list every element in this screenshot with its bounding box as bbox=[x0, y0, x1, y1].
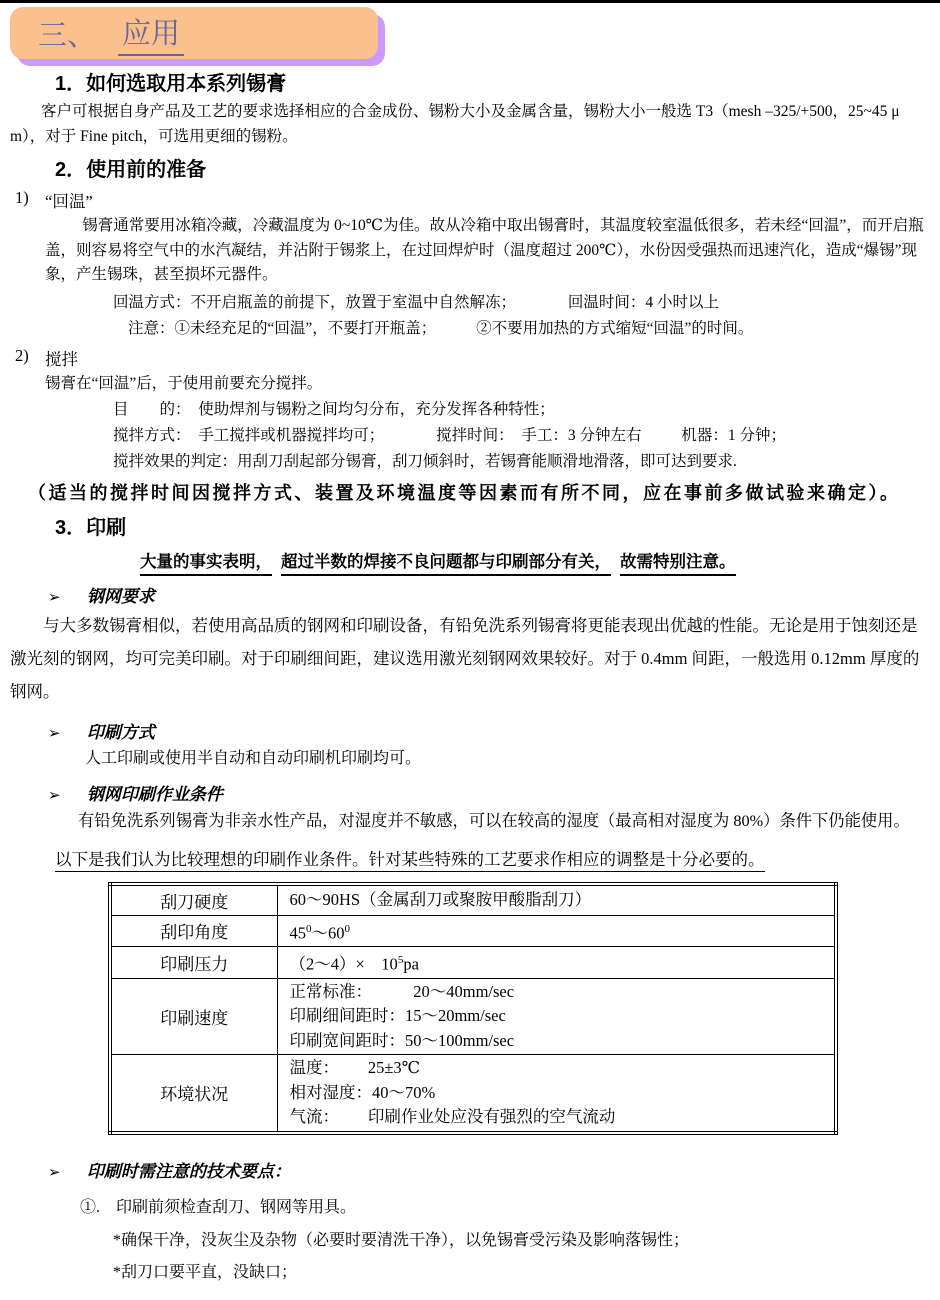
cell-label: 刮印角度 bbox=[110, 915, 277, 947]
bullet-title: 印刷方式 bbox=[86, 722, 155, 742]
bullet-printing-conditions bbox=[48, 780, 940, 805]
list-item-rewarm bbox=[0, 188, 940, 212]
line-stir-judge: 搅拌效果的判定：用刮刀刮起部分锡膏，刮刀倾斜时，若锡膏能顺滑地滑落，即可达到要求. bbox=[113, 452, 737, 470]
list-item-title: “回温” bbox=[45, 192, 93, 211]
key-note-segment: 故需特别注意。 bbox=[620, 552, 736, 576]
arrow-bullet-icon: ➢ bbox=[48, 725, 61, 742]
cell-label: 印刷速度 bbox=[110, 978, 277, 1055]
rewarm-note-2: ②不要用加热的方式缩短“回温”的时间。 bbox=[476, 319, 754, 337]
arrow-bullet-icon: ➢ bbox=[48, 1164, 61, 1181]
stir-time-hand: 搅拌时间： 手工：3 分钟左右 bbox=[436, 426, 642, 444]
cell-value: $45^0\sim 60^0$ bbox=[277, 915, 836, 947]
heading-printing: 3．印刷 bbox=[55, 516, 127, 539]
note-printing-key bbox=[140, 548, 940, 572]
cell-value: 60～90HS（金属刮刀或聚胺甲酸脂刮刀） bbox=[277, 884, 836, 916]
value-line: 温度： 25±3℃ bbox=[289, 1058, 421, 1077]
list-item-title: 搅拌 bbox=[45, 349, 78, 369]
table-row bbox=[110, 884, 836, 916]
line-stir-intro: 锡膏在“回温”后，于使用前要充分搅拌。 bbox=[45, 374, 323, 392]
bullet-printing-method bbox=[48, 718, 940, 743]
line-rewarm-method bbox=[113, 291, 940, 314]
value-line: 气流： 印刷作业处应没有强烈的空气流动 bbox=[289, 1107, 616, 1126]
rewarm-note-1: 注意：①未经充足的“回温”，不要打开瓶盖； bbox=[128, 319, 437, 337]
ideal-conditions-text: 以下是我们认为比较理想的印刷作业条件。针对某些特殊的工艺要求作相应的调整是十分必要的。 bbox=[55, 850, 765, 872]
bullet-stencil-requirements bbox=[48, 582, 940, 607]
rewarm-time: 回温时间：4 小时以上 bbox=[567, 293, 720, 311]
page-top-rule bbox=[0, 0, 940, 3]
para-choose-paste: 客户可根据自身产品及工艺的要求选择相应的合金成份、锡粉大小及金属含量，锡粉大小一般选 T3（mesh –325/+500，25~45 μ m），对于 Fine pitch，可选用更细的锡粉。 bbox=[10, 103, 900, 145]
para-printing-conditions: 有铅免洗系列锡膏为非亲水性产品，对湿度并不敏感，可以在较高的湿度（最高相对湿度为 80%）条件下仍能使用。 bbox=[78, 810, 910, 830]
heading-choose-paste: 1．如何选取用本系列锡膏 bbox=[55, 73, 287, 95]
para-printing-method: 人工印刷或使用半自动和自动印刷机印刷均可。 bbox=[85, 749, 422, 767]
cell-value: （2～4）× $10^5pa$ bbox=[277, 947, 836, 979]
bullet-title: 钢网印刷作业条件 bbox=[86, 784, 223, 804]
table-row bbox=[110, 1055, 836, 1133]
key-note-segment: 大量的事实表明， bbox=[140, 552, 272, 576]
list-item-stir bbox=[0, 346, 940, 370]
tech-item-check-tools: ①. 印刷前须检查刮刀、钢网等用具。 bbox=[80, 1198, 357, 1216]
tech-note-clean: *确保干净，没灰尘及杂物（必要时要清洗干净），以免锡膏受污染及影响落锡性； bbox=[113, 1231, 690, 1249]
list-number: 2) bbox=[15, 345, 29, 365]
table-row bbox=[110, 947, 836, 979]
value-line: 印刷细间距时：15～20mm/sec bbox=[289, 1006, 506, 1025]
bullet-title: 印刷时需注意的技术要点： bbox=[86, 1161, 291, 1181]
arrow-bullet-icon: ➢ bbox=[48, 787, 61, 804]
value-line: 印刷宽间距时：50～100mm/sec bbox=[289, 1030, 515, 1050]
line-stir-purpose: 目 的： 使助焊剂与锡粉之间均匀分布，充分发挥各种特性； bbox=[113, 400, 555, 418]
printing-conditions-table bbox=[108, 882, 838, 1135]
tech-note-blade: *刮刀口要平直，没缺口； bbox=[113, 1263, 298, 1281]
stir-method: 搅拌方式： 手工搅拌或机器搅拌均可； bbox=[113, 426, 385, 444]
list-number: 1) bbox=[15, 188, 29, 207]
cell-label: 刮刀硬度 bbox=[110, 884, 277, 916]
para-stencil-requirements: 与大多数锡膏相似，若使用高品质的钢网和印刷设备，有铅免洗系列锡膏将更能表现出优越的性能。无论是用于蚀刻还是激光刻的钢网，均可完美印刷。对于印刷细间距，建议选用激光刻钢网效果较好。对于 0.4mm 间距，一般选用 0.12mm 厚度的钢网。 bbox=[10, 615, 920, 701]
table-row bbox=[110, 915, 836, 947]
cell-value bbox=[277, 978, 836, 1055]
heading-preparation: 2．使用前的准备 bbox=[55, 159, 207, 181]
value-line: 正常标准： 20～40mm/sec bbox=[289, 981, 515, 1001]
cell-value bbox=[277, 1055, 836, 1133]
cell-label: 印刷压力 bbox=[110, 947, 277, 979]
para-rewarm: 锡膏通常要用冰箱冷藏，冷藏温度为 0~10℃为佳。故从冷箱中取出锡膏时，其温度较室温低很多，若未经“回温”，而开启瓶盖，则容易将空气中的水汽凝结，并沾附于锡浆上，在过回焊炉时（温度超过 200℃），水份因受强热而迅速汽化，造成“爆锡”现象，产生锡珠，甚至损坏元器件。 bbox=[45, 217, 924, 283]
note-ideal-conditions bbox=[55, 846, 940, 870]
banner-title: 应用 bbox=[118, 11, 184, 56]
banner-number: 三、 bbox=[38, 19, 97, 52]
bullet-title: 钢网要求 bbox=[86, 586, 155, 606]
bullet-technical-points bbox=[48, 1157, 940, 1182]
section-banner bbox=[10, 7, 378, 59]
value-line: 相对湿度：40～70% bbox=[289, 1082, 436, 1102]
line-rewarm-notes bbox=[128, 317, 940, 340]
arrow-bullet-icon: ➢ bbox=[48, 589, 61, 606]
rewarm-way: 回温方式：不开启瓶盖的前提下，放置于室温中自然解冻； bbox=[113, 293, 517, 311]
note-stir-caution: （适当的搅拌时间因搅拌方式、装置及环境温度等因素而有所不同，应在事前多做试验来确定）。 bbox=[28, 482, 901, 503]
table-row bbox=[110, 978, 836, 1055]
stir-time-machine: 机器：1 分钟； bbox=[681, 426, 787, 444]
line-stir-method bbox=[113, 425, 940, 447]
key-note-segment: 超过半数的焊接不良问题都与印刷部分有关， bbox=[281, 552, 611, 576]
cell-label: 环境状况 bbox=[110, 1055, 277, 1133]
